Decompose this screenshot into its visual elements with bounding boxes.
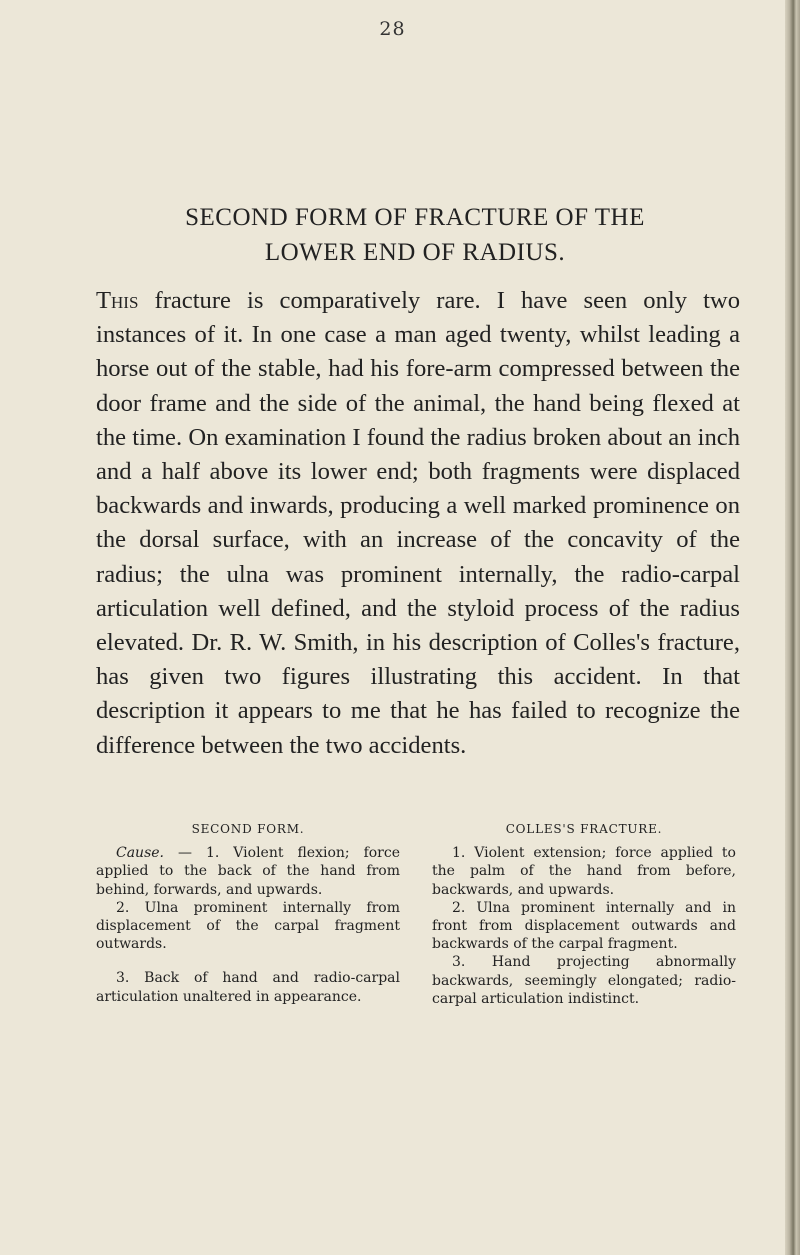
list-item: 2. Ulna prominent internally and in front from displacement outwards and backwards of the carpal fragment.: [432, 899, 736, 953]
comparison-columns: [96, 820, 736, 1008]
list-item: [96, 844, 400, 899]
cause-label: Cause.: [116, 845, 164, 862]
intro-first-word: This: [96, 287, 139, 314]
list-item: 2. Ulna prominent internally from displacement of the carpal fragment outwards.: [96, 899, 400, 953]
list-item: 3. Back of hand and radio-carpal articulation unaltered in appearance.: [96, 970, 400, 1005]
list-item: 1. Violent extension; force applied to the palm of the hand from before, backwards, and upwards.: [432, 845, 736, 898]
column-heading-second-form: SECOND FORM.: [191, 822, 305, 836]
title-line-2: LOWER END OF RADIUS.: [264, 239, 566, 266]
section-title: [95, 200, 735, 270]
column-second-form: [96, 820, 400, 1008]
intro-paragraph: [96, 284, 740, 763]
list-item-text: — 1. Violent flexion; force applied to the back of the hand from behind, forwards, and upwards.: [96, 845, 401, 898]
intro-text: fracture is comparatively rare. I have seen only two instances of it. In one case a man aged twenty, whilst leading a horse out of the stable, had his fore-arm compressed between the door frame and the side of the animal, the hand being flexed at the time. On examination I found the radius broken about an inch and a half above its lower end; both fragments were displaced backwards and inwards, producing a well marked prominence on the dorsal surface, with an increase of the concavity of the radius; the ulna was prominent internally, the radio-carpal articulation well defined, and the styloid process of the radius elevated. Dr. R. W. Smith, in his description of Colles's fracture, has given two figures illustrating this accident. In that description it appears to me that he has failed to recognize the difference between the two accidents.: [96, 287, 740, 759]
page-edge: [785, 0, 800, 1255]
column-heading-colles-fracture: COLLES'S FRACTURE.: [505, 822, 663, 836]
title-line-1: SECOND FORM OF FRACTURE OF THE: [185, 204, 645, 231]
column-colles-fracture: [432, 820, 736, 1008]
page-number: 28: [379, 18, 406, 40]
list-item: 3. Hand projecting abnormally backwards, seemingly elongated; radio-carpal articulation indistinct.: [432, 954, 736, 1007]
